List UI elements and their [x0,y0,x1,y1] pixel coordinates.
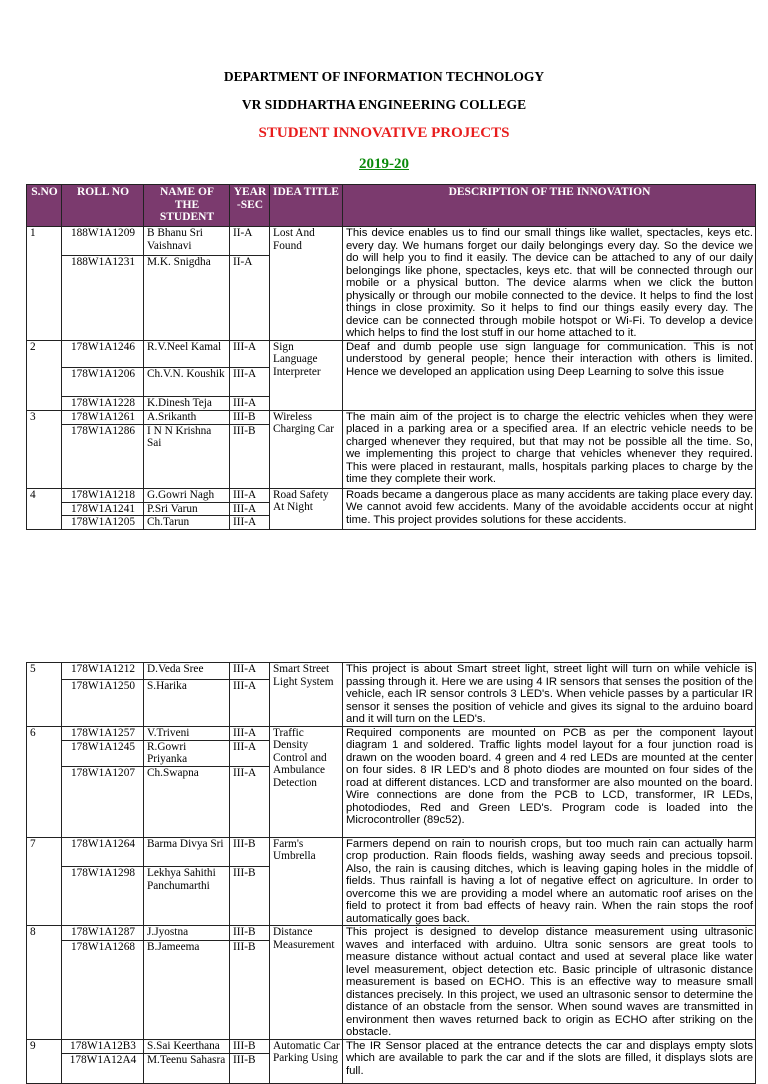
idea-title-cell: Farm's Umbrella [270,837,343,926]
academic-year: 2019-20 [359,156,409,172]
student-name-cell: Barma Divya Sri [144,837,230,867]
serial-number-cell: 6 [27,726,62,837]
idea-title-cell: Distance Measurement [270,926,343,1040]
year-section-cell: III-B [230,424,270,488]
college-heading: VR SIDDHARTHA ENGINEERING COLLEGE [241,97,527,112]
roll-number-cell: 178W1A1257 [62,726,144,740]
department-heading: DEPARTMENT OF INFORMATION TECHNOLOGY [223,69,545,84]
student-name-cell: Ch.Swapna [144,766,230,837]
roll-number-cell: 178W1A12B3 [62,1039,144,1053]
student-name-cell: S.Harika [144,680,230,726]
roll-number-cell: 178W1A1206 [62,367,144,396]
student-name-cell: B Bhanu Sri Vaishnavi [144,227,230,256]
roll-number-cell: 178W1A1241 [62,502,144,516]
year-section-cell: III-B [230,1053,270,1083]
student-name-cell: Lekhya Sahithi Panchumarthi [144,867,230,926]
description-cell: The IR Sensor placed at the entrance detects the car and displays empty slots which are available to park the car and if the slots are filled, it displays slots are full. [343,1039,756,1083]
student-name-cell: G.Gowri Nagh [144,488,230,502]
student-name-cell: R.V.Neel Kamal [144,340,230,367]
student-name-cell: M.Teenu Sahasra [144,1053,230,1083]
serial-number-cell: 2 [27,340,62,410]
roll-number-cell: 178W1A1261 [62,410,144,424]
table-row [27,340,756,367]
roll-number-cell: 188W1A1209 [62,227,144,256]
student-name-cell: V.Triveni [144,726,230,740]
year-section-cell: II-A [230,227,270,256]
roll-number-cell: 178W1A1264 [62,837,144,867]
year-section-cell: III-A [230,396,270,410]
roll-number-cell: 178W1A1205 [62,516,144,530]
student-name-cell: Ch.V.N. Koushik [144,367,230,396]
description-cell: This project is designed to develop distance measurement using ultrasonic waves and interfaced with arduino. Ultra sonic sensors are great tools to measure distance without actual contact and used at several place like water level measurement, object detection etc. Basic principle of ultrasonic distance measurement is based on ECHO. This is an effective way to measure small distances precisely. In this project, we used an ultrasonic sensor to determine the distance of an obstacle from the sensor. When sound waves are transmitted in environment then waves returned back to origin as ECHO after striking on the obstacle. [343,926,756,1040]
projects-table-part-1 [26,184,756,530]
serial-number-cell: 5 [27,663,62,727]
roll-number-cell: 188W1A1231 [62,256,144,340]
roll-number-cell: 178W1A1207 [62,766,144,837]
student-name-cell: B.Jameema [144,940,230,1039]
serial-number-cell: 7 [27,837,62,926]
table-row [27,837,756,867]
serial-number-cell: 3 [27,410,62,488]
description-cell: This project is about Smart street light, street light will turn on while vehicle is passing through it. Here we are using 4 IR sensors that senses the position of the vehicle, each IR sensor controls 3 LED's. When vehicle passes by a particular IR sensor it senses the position of vehicle and gives its signal to the arduino board and it will turn on the LED's. [343,663,756,727]
year-section-cell: III-A [230,663,270,680]
projects-table-part-2 [26,662,756,1084]
student-name-cell: Ch.Tarun [144,516,230,530]
roll-number-cell: 178W1A1287 [62,926,144,941]
student-name-cell: D.Veda Sree [144,663,230,680]
table-row [27,1039,756,1053]
header-sno: S.NO [27,185,62,227]
table-row [27,926,756,941]
roll-number-cell: 178W1A1246 [62,340,144,367]
roll-number-cell: 178W1A1218 [62,488,144,502]
idea-title-cell: Traffic Density Control and Ambulance Detection [270,726,343,837]
table-row [27,488,756,502]
description-cell: Farmers depend on rain to nourish crops, but too much rain can actually harm crop production. Rain floods fields, washing away seeds and precious topsoil. Also, the rain is causing ditches, which is leaving gaping holes in the middle of fields. Thus rainfall is having a lot of negative effect on agriculture. In order to overcome this we are providing a model where an automatic roof arises on the field to protect it from bad effects of heavy rain. When the rain stops the roof automatically goes back. [343,837,756,926]
year-section-cell: III-B [230,940,270,1039]
student-name-cell: A.Srikanth [144,410,230,424]
table-row [27,663,756,680]
year-section-cell: III-A [230,516,270,530]
serial-number-cell: 4 [27,488,62,530]
roll-number-cell: 178W1A1268 [62,940,144,1039]
description-cell: This device enables us to find our small things like wallet, spectacles, keys etc. every day. We humans forget our daily belongings every day. So the device we do will help you to find it easily. The device can be attached to any of our daily belongings like phone, spectacles, keys etc. that will be connected through our mobile or a physical button. The device alarms when we click the button physically or through our mobile connected to the device. It helps to find the lost things in close proximity. So it helps to find our things easily every day. The device can be connected through mobile hotspot or Wi-Fi. To develop a device which helps to find the lost stuff in our home attached to it. [343,227,756,341]
roll-number-cell: 178W1A1228 [62,396,144,410]
year-section-cell: III-B [230,867,270,926]
serial-number-cell: 8 [27,926,62,1040]
idea-title-cell: Road Safety At Night [270,488,343,530]
serial-number-cell: 9 [27,1039,62,1083]
table-row [27,227,756,256]
header-idea-title: IDEA TITLE [270,185,343,227]
table-row [27,410,756,424]
projects-body-part-2 [27,663,756,1084]
description-cell: Roads became a dangerous place as many accidents are taking place every day. We cannot avoid few accidents. Many of the avoidable accidents occur at night time. This project provides solutions for these accidents. [343,488,756,530]
student-name-cell: S.Sai Keerthana [144,1039,230,1053]
year-section-cell: III-B [230,837,270,867]
student-name-cell: K.Dinesh Teja [144,396,230,410]
year-section-cell: III-A [230,766,270,837]
roll-number-cell: 178W1A1298 [62,867,144,926]
description-cell: Deaf and dumb people use sign language for communication. This is not understood by general people; hence their interaction with others is limited. Hence we developed an application using Deep Learning to solve this issue [343,340,756,410]
roll-number-cell: 178W1A1250 [62,680,144,726]
roll-number-cell: 178W1A12A4 [62,1053,144,1083]
year-section-cell: III-A [230,488,270,502]
header-roll-no: ROLL NO [62,185,144,227]
year-section-cell: III-A [230,367,270,396]
year-section-cell: III-B [230,926,270,941]
description-cell: The main aim of the project is to charge the electric vehicles when they were placed in a parking area or a specified area. If an electric vehicle needs to be charged whenever they required, but that may not be possible all the time. So, we implementing this project to charge that vehicles whenever they required. This were placed in restaurant, malls, hospitals parking places to charge by the time they complete their work. [343,410,756,488]
year-section-cell: III-A [230,340,270,367]
student-name-cell: J.Jyostna [144,926,230,941]
idea-title-cell: Smart Street Light System [270,663,343,727]
student-name-cell: M.K. Snigdha [144,256,230,340]
roll-number-cell: 178W1A1212 [62,663,144,680]
idea-title-cell: Sign Language Interpreter [270,340,343,410]
header-year-sec: YEAR -SEC [230,185,270,227]
year-section-cell: III-B [230,1039,270,1053]
description-cell: Required components are mounted on PCB as per the component layout diagram 1 and soldered. Traffic lights model layout for a four junction road is drawn on the wooden board. 4 green and 4 red LEDs are mounted at the center on four sides. 8 IR LED's and 8 photo diodes are mounted on four sides of the road at different distances. LCD and transformer are also mounted on the board. Wire connections are done from the PCB to LCD, transformer, IR LEDs, photodiodes, Red and Green LED's. Program code is loaded into the Microcontroller (89c52). [343,726,756,837]
year-section-cell: III-A [230,502,270,516]
roll-number-cell: 178W1A1286 [62,424,144,488]
projects-body-part-1 [27,227,756,530]
year-section-cell: II-A [230,256,270,340]
year-section-cell: III-B [230,410,270,424]
serial-number-cell: 1 [27,227,62,341]
roll-number-cell: 178W1A1245 [62,740,144,766]
student-name-cell: R.Gowri Priyanka [144,740,230,766]
idea-title-cell: Wireless Charging Car [270,410,343,488]
idea-title-cell: Automatic Car Parking Using [270,1039,343,1083]
student-name-cell: I N N Krishna Sai [144,424,230,488]
student-name-cell: P.Sri Varun [144,502,230,516]
header-description: DESCRIPTION OF THE INNOVATION [343,185,756,227]
year-section-cell: III-A [230,740,270,766]
year-section-cell: III-A [230,726,270,740]
table-row [27,726,756,740]
header-student-name: NAME OF THE STUDENT [144,185,230,227]
idea-title-cell: Lost And Found [270,227,343,341]
document-title: STUDENT INNOVATIVE PROJECTS [258,125,510,141]
year-section-cell: III-A [230,680,270,726]
